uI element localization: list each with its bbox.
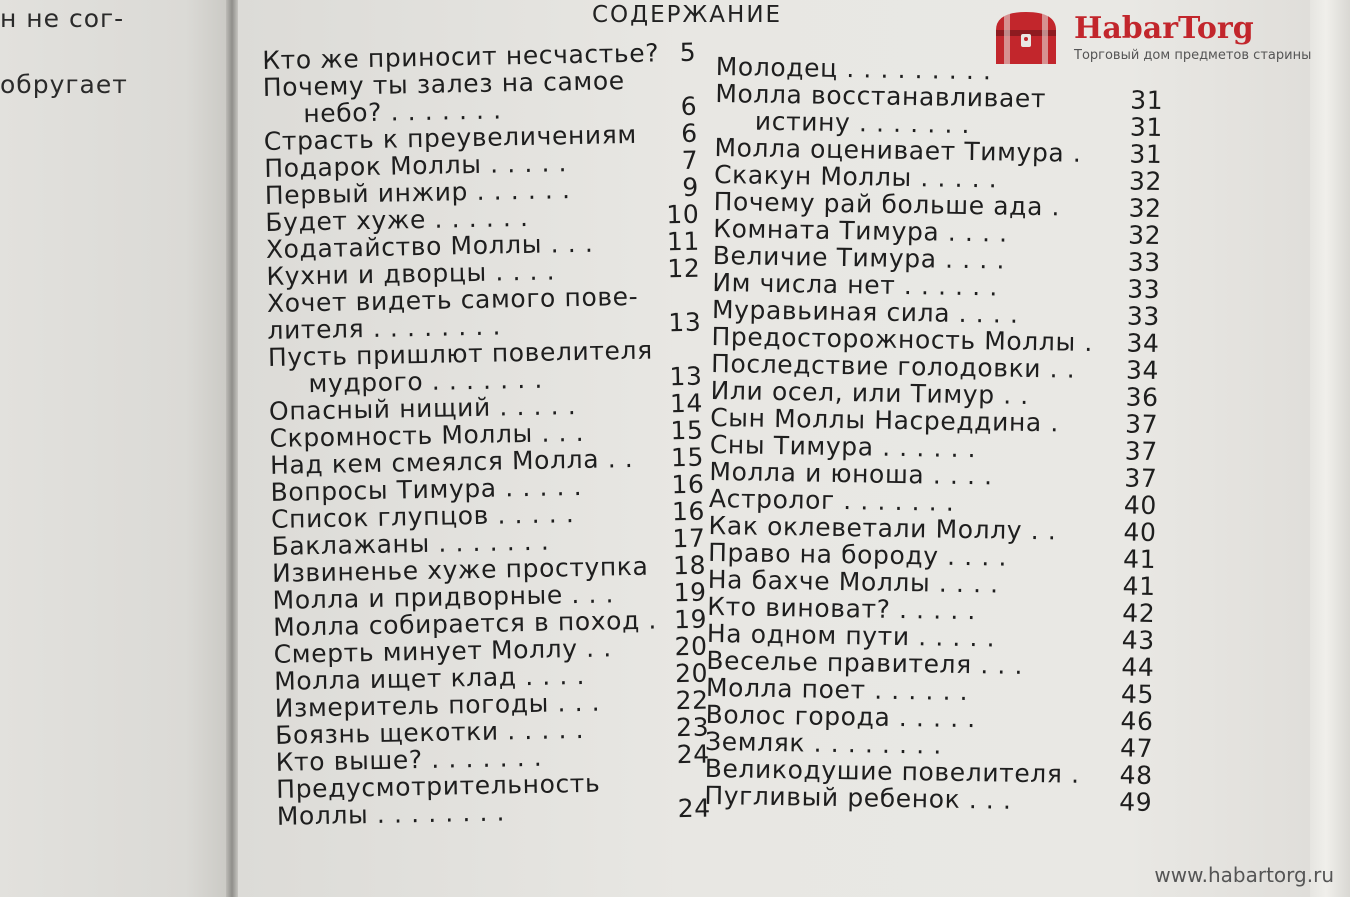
toc-entry-title: Молла восстанавливает	[715, 78, 1047, 114]
toc-entry-page: 41	[1122, 571, 1156, 601]
toc-entry-title: Кухни и дворцы . . . .	[266, 256, 556, 291]
toc-entry-title: Вопросы Тимура . . . . .	[270, 471, 583, 507]
toc-entry	[270, 496, 706, 534]
toc-entry-title: Почему ты залез на самое	[262, 66, 625, 102]
book-gutter	[226, 0, 238, 897]
toc-entry	[267, 335, 653, 372]
toc-entry	[266, 253, 701, 291]
toc-entry-page: 37	[1124, 436, 1159, 466]
toc-entry-page: 15	[670, 415, 704, 446]
toc-entry-title: Скакун Моллы . . . . .	[713, 159, 998, 194]
watermark-brand: HabarTorg	[1074, 11, 1254, 46]
toc-entry-page: 33	[1126, 301, 1161, 332]
toc-entry-page: 44	[1121, 652, 1155, 682]
toc-entry-page: 16	[671, 496, 706, 527]
toc-entry-title: Баклажаны . . . . . . .	[271, 526, 550, 561]
toc-entry-title: Извиненье хуже проступка	[271, 551, 649, 588]
toc-entry-page: 17	[672, 523, 706, 554]
toc-entry-page: 31	[1130, 85, 1164, 116]
toc-entry-page: 12	[667, 253, 701, 284]
toc-entry-page: 31	[1129, 112, 1164, 143]
toc-entry-title: Молла оценивает Тимура .	[714, 132, 1082, 168]
toc-entry-title: Как оклеветали Моллу . .	[708, 510, 1057, 546]
toc-entry-page: 45	[1120, 679, 1155, 709]
toc-entry	[273, 631, 708, 669]
toc-entry-page: 13	[668, 307, 702, 338]
toc-entry-page: 40	[1123, 490, 1158, 520]
toc-entry-title: Волос города . . . . .	[705, 699, 977, 734]
toc-entry-title: Моллы . . . . . . . .	[276, 797, 506, 831]
toc-entry	[268, 388, 704, 426]
toc-entry	[265, 199, 700, 237]
toc-entry	[262, 66, 625, 102]
page-edge	[1310, 0, 1350, 897]
toc-entry-page: 48	[1119, 760, 1153, 790]
toc-entry-page: 22	[675, 685, 709, 716]
toc-entry	[271, 550, 707, 588]
toc-entry-page: 11	[666, 226, 701, 257]
toc-entry-title: На одном пути . . . . .	[706, 618, 996, 653]
toc-entry-page: 19	[673, 577, 707, 608]
toc-entry-page: 20	[674, 631, 708, 662]
toc-entry-title: Молла и юноша . . . .	[709, 456, 993, 491]
toc-entry-title: Веселье правителя . . .	[706, 645, 1024, 680]
toc-entry-title: Молла и придворные . . .	[272, 579, 615, 615]
toc-entry-page: 41	[1122, 544, 1157, 574]
toc-entry-title: Опасный нищий . . . . .	[268, 391, 577, 426]
toc-entry-title: Им числа нет . . . . . .	[712, 267, 999, 302]
toc-entry-page: 7	[681, 145, 699, 175]
toc-entry	[273, 658, 709, 696]
toc-entry-page: 40	[1123, 517, 1157, 547]
toc-entry-title: Муравьиная сила . . . .	[711, 294, 1019, 329]
toc-entry-title: Подарок Моллы . . . . .	[264, 148, 568, 183]
toc-entry-page: 49	[1119, 787, 1153, 817]
toc-entry-title: Или осел, или Тимур . .	[710, 375, 1030, 410]
toc-entry-title: Смерть минует Моллу . .	[273, 633, 613, 669]
toc-entry-title: Земляк . . . . . . . .	[704, 726, 943, 760]
toc-entry-title: Сын Моллы Насреддина .	[710, 402, 1060, 438]
toc-entry	[271, 523, 706, 561]
toc-entry-page: 32	[1128, 166, 1163, 197]
treasure-chest-icon	[990, 8, 1062, 68]
toc-entry-title: Страсть к преувеличениям	[263, 119, 638, 156]
toc-entry-title: Последствие голодовки . .	[710, 348, 1076, 384]
toc-entry-title: мудрого . . . . . . .	[308, 364, 544, 399]
watermark-logo	[990, 8, 1340, 68]
toc-entry-page: 42	[1121, 598, 1156, 628]
toc-entry-title: Молла поет . . . . . .	[705, 672, 969, 707]
toc-entry-title: Предосторожность Моллы .	[711, 321, 1094, 357]
toc-entry-title: Измеритель погоды . . .	[274, 687, 601, 723]
toc-entry	[269, 415, 704, 453]
toc-entry-page: 19	[673, 604, 708, 635]
page-title: СОДЕРЖАНИЕ	[592, 2, 783, 28]
toc-entry	[272, 577, 707, 615]
toc-entry-page: 37	[1124, 463, 1158, 493]
toc-entry	[265, 226, 701, 264]
toc-entry	[275, 768, 601, 804]
toc-entry-title: Список глупцов . . . . .	[270, 499, 575, 534]
toc-entry-title: Великодушие повелителя .	[704, 753, 1080, 789]
toc-entry-title: Сны Тимура . . . . . .	[709, 429, 977, 464]
toc-entry-page: 23	[675, 712, 710, 743]
toc-entry-page: 5	[679, 37, 697, 67]
toc-entry-title: На бахче Моллы . . . .	[707, 564, 999, 599]
toc-entry-page: 33	[1127, 247, 1161, 278]
toc-entry-page: 6	[680, 91, 698, 121]
toc-entry	[269, 442, 705, 480]
watermark-site: www.habartorg.ru	[1154, 863, 1334, 887]
toc-entry-page: 13	[669, 361, 703, 392]
toc-entry-title: Молла собирается в поход .	[272, 605, 658, 642]
toc-entry-page: 14	[669, 388, 704, 419]
toc-entry-title: Будет хуже . . . . . .	[265, 202, 529, 237]
toc-entry-page: 20	[674, 658, 709, 689]
toc-entry-page: 18	[672, 550, 707, 581]
toc-entry-page: 47	[1119, 733, 1154, 763]
toc-entry-title: Кто же приносит несчастье?	[262, 38, 660, 75]
toc-entry-title: истину . . . . . . .	[754, 106, 971, 139]
toc-entry-page: 31	[1129, 139, 1163, 170]
toc-entry	[266, 281, 639, 318]
toc-entry-title: Молодец . . . . . . . . .	[715, 52, 992, 86]
toc-entry-page: 34	[1125, 355, 1160, 385]
toc-entry-page: 46	[1120, 706, 1154, 736]
toc-entry-title: Скромность Моллы . . .	[269, 417, 585, 453]
toc-entry-page: 15	[670, 442, 705, 473]
toc-entry-title: Предусмотрительность	[275, 768, 601, 804]
left-page-line-2: обругает	[0, 70, 128, 99]
toc-entry-title: Величие Тимура . . . .	[712, 240, 1006, 275]
toc-entry-page: 43	[1121, 625, 1156, 655]
toc-entry-title: Почему рай больше ада .	[713, 186, 1061, 222]
toc-entry	[267, 307, 702, 345]
toc-entry-title: Хочет видеть самого пове-	[266, 281, 639, 318]
toc-entry-page: 24	[677, 793, 711, 824]
toc-entry-title: лителя . . . . . . . .	[267, 311, 502, 345]
toc-entry-page: 16	[671, 469, 705, 500]
toc-entry-title: Кто виноват? . . . . .	[707, 591, 977, 626]
toc-entry	[275, 739, 710, 777]
toc-entry-title: Астролог . . . . . . .	[708, 483, 955, 517]
toc-entry	[263, 118, 699, 156]
left-page-line-1: н не сог-	[0, 4, 125, 33]
toc-entry-title: Пугливый ребенок . . .	[704, 780, 1012, 815]
toc-entry-title: небо? . . . . . . .	[303, 95, 502, 129]
toc-entry-title: Первый инжир . . . . . .	[264, 175, 571, 210]
toc-entry-title: Ходатайство Моллы . . .	[265, 228, 594, 264]
toc-entry	[262, 37, 697, 75]
toc-entry-title: Над кем смеялся Молла . .	[269, 443, 634, 480]
toc-entry-title: Право на бороду . . . .	[707, 537, 1008, 572]
toc-entry-page: 6	[680, 118, 699, 148]
left-page	[0, 0, 232, 897]
toc-entry-title: Комната Тимура . . . .	[712, 213, 1008, 248]
toc-entry-title: Молла ищет клад . . . .	[273, 660, 586, 696]
toc-entry-page: 34	[1126, 328, 1160, 358]
toc-entry-page: 32	[1128, 193, 1162, 224]
toc-entry	[272, 604, 708, 642]
toc-entry-title: Пусть пришлют повелителя	[267, 335, 653, 372]
watermark-tagline: Торговый дом предметов старины	[1074, 48, 1312, 63]
toc-entry	[274, 685, 709, 723]
toc-entry-title: Боязнь щекотки . . . . .	[274, 714, 585, 750]
toc-entry-page: 33	[1127, 274, 1161, 305]
toc-entry-page: 36	[1125, 382, 1159, 412]
toc-entry-title: Кто выше? . . . . . . .	[275, 742, 543, 777]
toc-entry	[270, 469, 705, 507]
toc-entry-page: 10	[666, 199, 700, 230]
toc-entry	[264, 172, 700, 210]
toc-entry	[276, 793, 711, 831]
toc-entry-page: 9	[681, 172, 700, 202]
toc-entry	[264, 145, 699, 183]
toc-entry	[274, 712, 710, 750]
toc-entry-page: 24	[676, 739, 710, 770]
toc-entry-page: 37	[1124, 409, 1159, 439]
toc-entry-page: 32	[1127, 220, 1162, 251]
